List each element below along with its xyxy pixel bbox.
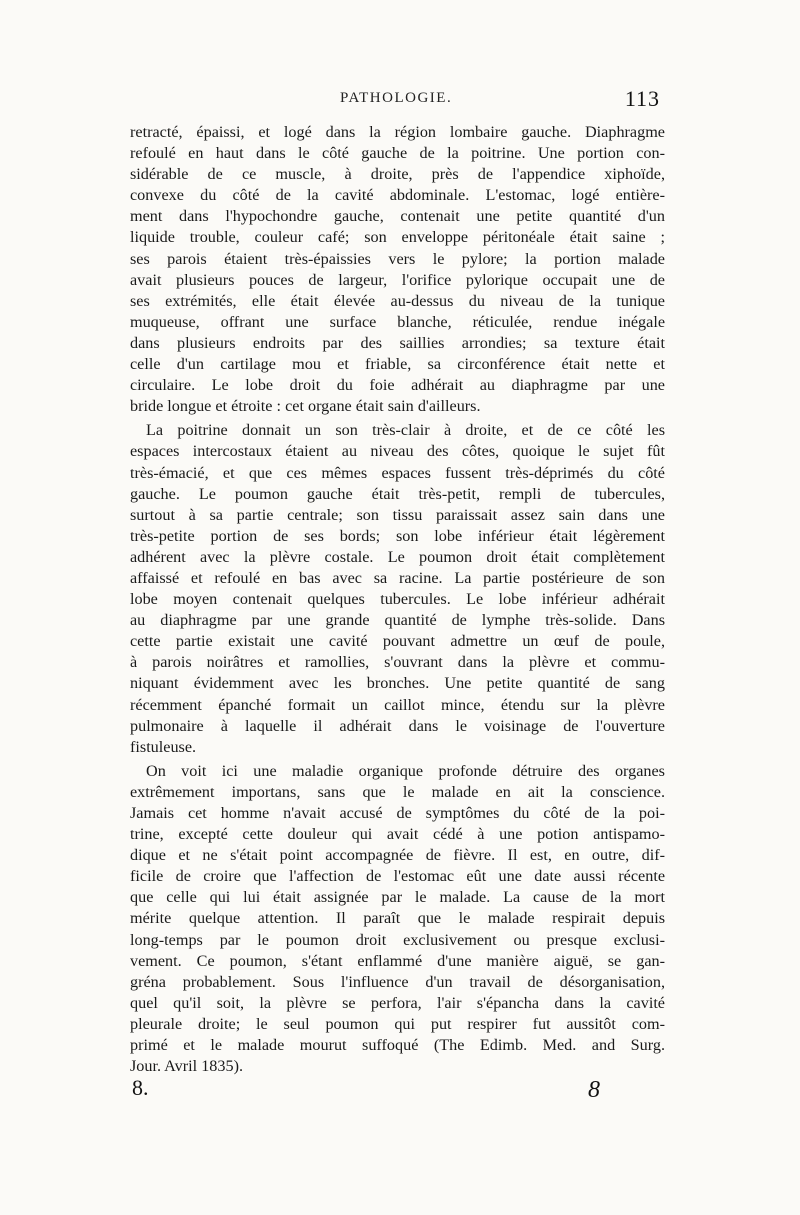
text-line: au diaphragme par une grande quantité de lymphe très-solide. Dans [130, 611, 665, 630]
text-line: long-temps par le poumon droit exclusivement ou presque exclusi- [130, 930, 665, 949]
paragraph-commentary [130, 761, 665, 1077]
text-line: sidérable de ce muscle, à droite, près de l'appendice xiphoïde, [130, 165, 665, 184]
text-line: pleurale droite; le seul poumon qui put respirer fut aussitôt com- [130, 1014, 665, 1033]
text-line: trine, excepté cette douleur qui avait cédé à une potion antispamo- [130, 825, 665, 844]
text-line: convexe du côté de la cavité abdominale. L'estomac, logé entière- [130, 186, 665, 205]
text-line: adhérent avec la plèvre costale. Le poumon droit était complètement [130, 547, 665, 566]
text-line: lobe moyen contenait quelques tubercules. Le lobe inférieur adhérait [130, 590, 665, 609]
page-number: 113 [624, 86, 660, 111]
text-line: cette partie existait une cavité pouvant admettre un œuf de poule, [130, 632, 665, 651]
text-line: Jamais cet homme n'avait accusé de symptômes du côté de la poi- [130, 804, 665, 822]
text-line: très-petite portion de ses bords; son lobe inférieur était légèrement [130, 526, 665, 545]
text-line: On voit ici une maladie organique profonde détruire des organes [146, 761, 665, 780]
paragraph-autopsy-chest [130, 420, 665, 758]
text-line: mérite quelque attention. Il paraît que le malade respirait depuis [130, 909, 665, 928]
text-line: gauche. Le poumon gauche était très-petit, rempli de tubercules, [130, 484, 665, 503]
text-line: dans plusieurs endroits par des saillies arrondies; sa texture était [130, 333, 665, 352]
text-line: fistuleuse. [130, 737, 197, 756]
paragraph-autopsy-abdomen [130, 122, 665, 417]
signature-mark-right: 8 [588, 1077, 600, 1103]
text-line: primé et le malade mourut suffoqué (The Edimb. Med. and Surg. [130, 1036, 665, 1055]
text-line: retracté, épaissi, et logé dans la région lombaire gauche. Diaphragme [130, 123, 665, 141]
text-line: Jour. Avril 1835). [130, 1057, 244, 1076]
page-footer [130, 1075, 665, 1115]
body-text [130, 122, 665, 1080]
text-line: gréna probablement. Sous l'influence d'un travail de désorganisation, [130, 972, 665, 991]
text-line: espaces intercostaux étaient au niveau des côtes, quoique le sujet fût [130, 442, 665, 461]
text-line: ficile de croire que l'affection de l'estomac eût une date aussi récente [130, 867, 665, 886]
text-line: ment dans l'hypochondre gauche, contenait une petite quantité d'un [130, 207, 665, 226]
text-line: très-émacié, et que ces mêmes espaces fussent très-déprimés du côté [130, 463, 665, 482]
text-line: bride longue et étroite : cet organe était sain d'ailleurs. [130, 397, 481, 416]
text-line: muqueuse, offrant une surface blanche, réticulée, rendue inégale [130, 312, 665, 331]
text-line: surtout à sa partie centrale; son tissu paraissait assez sain dans une [130, 505, 665, 524]
text-line: affaissé et refoulé en bas avec sa racine. La partie postérieure de son [130, 568, 665, 587]
text-line: niquant évidemment avec les bronches. Une petite quantité de sang [130, 674, 665, 693]
text-line: dique et ne s'était point accompagnée de fièvre. Il est, en outre, dif- [130, 846, 665, 865]
text-line: vement. Ce poumon, s'étant enflammé d'une manière aiguë, se gan- [130, 951, 665, 970]
text-line: ses parois étaient très-épaissies vers le pylore; la portion malade [130, 249, 665, 268]
text-line: récemment épanché formait un caillot mince, étendu sur la plèvre [130, 695, 665, 714]
page-header [130, 86, 660, 116]
text-line: que celle qui lui était assignée par le malade. La cause de la mort [130, 888, 665, 907]
text-line: circulaire. Le lobe droit du foie adhérait au diaphragme par une [130, 376, 665, 395]
text-line: ses extrémités, elle était élevée au-dessus du niveau de la tunique [130, 291, 665, 310]
text-line: pulmonaire à laquelle il adhérait dans le voisinage de l'ouverture [130, 716, 665, 735]
signature-mark-left: 8. [132, 1075, 149, 1100]
text-line: La poitrine donnait un son très-clair à droite, et de ce côté les [146, 421, 665, 440]
text-line: liquide trouble, couleur café; son enveloppe péritonéale était saine ; [130, 228, 665, 247]
text-line: extrêmement importans, sans que le malade en ait la conscience. [130, 782, 665, 801]
text-line: celle d'un cartilage mou et friable, sa circonférence était nette et [130, 355, 665, 374]
running-title: PATHOLOGIE. [340, 90, 453, 106]
text-line: avait plusieurs pouces de largeur, l'orifice pylorique occupait une de [130, 270, 665, 289]
text-line: refoulé en haut dans le côté gauche de la poitrine. Une portion con- [130, 144, 665, 163]
text-line: à parois noirâtres et ramollies, s'ouvrant dans la plèvre et commu- [130, 653, 665, 672]
text-line: quel qu'il soit, la plèvre se perfora, l'air s'épancha dans la cavité [130, 993, 665, 1012]
